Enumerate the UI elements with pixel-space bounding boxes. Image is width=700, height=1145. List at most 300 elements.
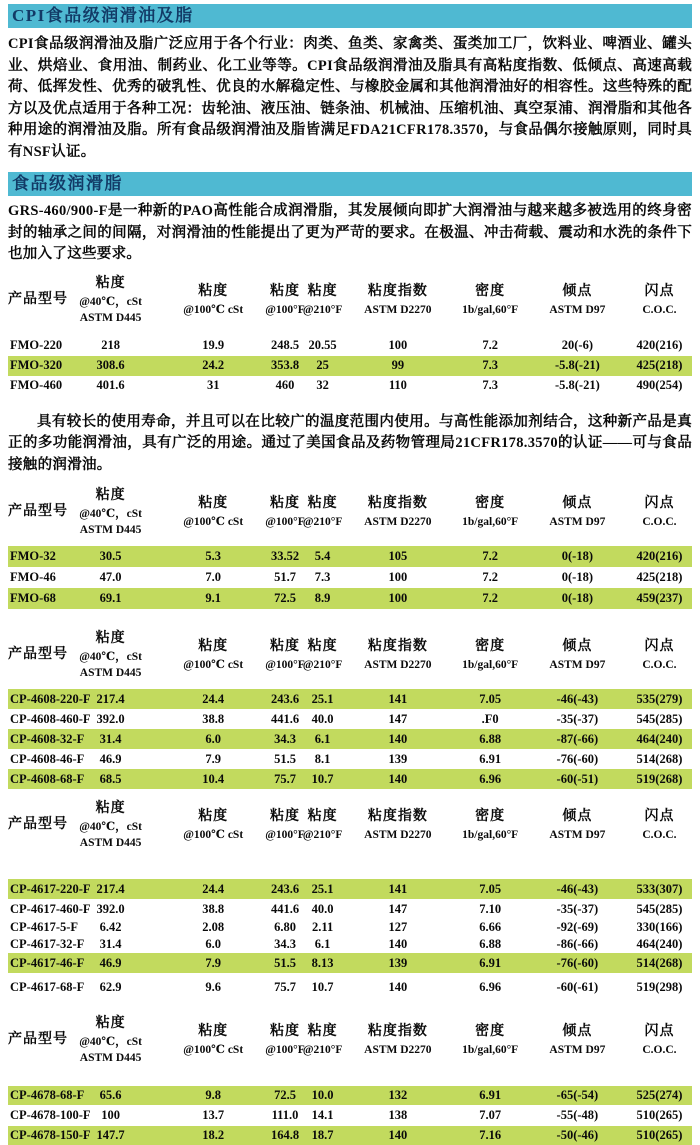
column-header-label: @100°F	[265, 829, 305, 841]
cell-viscosity-40c: 392.0	[96, 711, 125, 726]
cell-viscosity-100c: 9.1	[205, 591, 221, 605]
cell-flash-point: 533(307)	[636, 881, 683, 896]
cell-viscosity-100c: 7.0	[205, 570, 221, 584]
cell-viscosity-40c: 401.6	[96, 378, 125, 392]
column-header-label: ASTM D2270	[364, 659, 432, 671]
column-header-viscosity-100c	[158, 1022, 267, 1058]
column-header-label: ASTM D2270	[364, 1044, 432, 1056]
column-header-label: 产品型号	[8, 504, 68, 519]
column-header-label: 闪点	[644, 283, 675, 299]
column-header-label: 倾点	[562, 1024, 593, 1039]
mid-description-paragraph: 具有较长的使用寿命，并且可以在比较广的温度范围内使用。与高性能添加剂结合，这种新产品是真正的多功能润滑油，具有广泛的用途。通过了美国食品及药物管理局21CFR178.3570的认证——可与食品接触的润滑油。	[8, 413, 692, 473]
column-header-label: @210°F	[302, 829, 343, 841]
cell-flash-point: 545(285)	[636, 901, 683, 916]
column-header-label: 1b/gal,60°F	[462, 1044, 519, 1056]
cell-flash-point: 459(237)	[636, 591, 683, 605]
column-header-viscosity-100f	[265, 807, 305, 843]
cell-viscosity-100c: 31	[206, 378, 220, 392]
cell-product-model: CP-4617-32-F	[10, 937, 85, 951]
column-header-label: C.O.C.	[642, 829, 677, 841]
cell-viscosity-index: 99	[391, 358, 405, 372]
cell-viscosity-100f: 72.5	[274, 591, 296, 605]
cell-product-model: FMO-220	[10, 338, 63, 352]
column-header-label: 粘度	[95, 801, 126, 816]
column-header-label: @210°F	[302, 516, 343, 528]
cell-viscosity-index: 140	[388, 979, 408, 994]
cell-density: 6.88	[479, 937, 502, 951]
column-header-density	[453, 1022, 528, 1058]
column-header-flash-point	[627, 1022, 692, 1058]
column-header-label: @100°F	[265, 1044, 305, 1056]
cell-viscosity-100c: 7.9	[205, 955, 221, 970]
table-header-row	[8, 486, 692, 538]
cell-viscosity-40c: 30.5	[99, 549, 122, 563]
cell-flash-point: 519(298)	[636, 979, 683, 994]
cell-viscosity-100f: 51.5	[274, 751, 296, 766]
cell-product-model: CP-4617-460-F	[10, 901, 91, 916]
cell-viscosity-index: 105	[388, 549, 408, 563]
cell-flash-point: 464(240)	[636, 731, 683, 746]
cell-viscosity-210f: 6.1	[314, 937, 331, 951]
column-header-label: 产品型号	[8, 291, 68, 307]
column-header-label: ASTM D2270	[364, 303, 432, 316]
cell-viscosity-210f: 8.9	[314, 591, 331, 605]
cell-product-model: CP-4608-32-F	[10, 731, 85, 746]
cell-product-model: FMO-68	[10, 591, 56, 605]
table-row	[8, 689, 692, 709]
cell-viscosity-210f: 5.4	[314, 549, 331, 563]
cell-viscosity-40c: 100	[101, 1108, 120, 1122]
cell-viscosity-40c: 62.9	[99, 979, 122, 994]
column-header-label: ASTM D97	[549, 659, 606, 671]
cell-viscosity-index: 100	[388, 591, 408, 605]
cell-density: 7.3	[482, 378, 498, 392]
cell-viscosity-40c: 65.6	[99, 1088, 122, 1102]
column-header-product-model	[8, 502, 68, 522]
table-header-row	[8, 629, 692, 681]
column-header-label: 密度	[475, 496, 506, 511]
section-title-grease: 食品级润滑脂	[8, 172, 692, 196]
cell-viscosity-100f: 248.5	[270, 338, 300, 352]
cell-viscosity-100f: 34.3	[274, 937, 296, 951]
cell-viscosity-40c: 147.7	[96, 1128, 125, 1142]
column-header-label: 粘度	[307, 496, 338, 511]
column-header-viscosity-40c	[63, 629, 159, 681]
column-header-viscosity-index	[343, 637, 452, 673]
cell-viscosity-index: 139	[388, 751, 408, 766]
column-header-flash-point	[627, 282, 692, 318]
cell-flash-point: 490(254)	[636, 378, 683, 392]
column-header-density	[453, 494, 528, 530]
column-header-label: 粘度	[198, 283, 229, 299]
cell-pour-point: -65(-54)	[556, 1088, 599, 1102]
column-header-label: ASTM D97	[549, 516, 606, 528]
cell-product-model: CP-4617-5-F	[10, 920, 79, 934]
cell-flash-point: 510(265)	[636, 1128, 683, 1142]
column-header-label: 闪点	[644, 1024, 675, 1039]
cell-flash-point: 420(216)	[636, 549, 683, 563]
cell-viscosity-40c: 6.42	[99, 920, 122, 934]
table-row	[8, 1086, 692, 1105]
cell-pour-point: -55(-48)	[556, 1108, 599, 1122]
cell-viscosity-210f: 10.7	[311, 979, 334, 994]
column-header-label: @40℃，cSt	[79, 508, 142, 520]
cell-flash-point: 464(240)	[636, 937, 683, 951]
table-cp-4678	[8, 1014, 692, 1145]
cell-viscosity-210f: 40.0	[311, 711, 334, 726]
cell-pour-point: -5.8(-21)	[554, 358, 600, 372]
cell-product-model: CP-4678-68-F	[10, 1088, 85, 1102]
column-header-label: 粘度指数	[367, 496, 428, 511]
column-header-label: 倾点	[562, 639, 593, 654]
cell-viscosity-40c: 46.9	[99, 955, 122, 970]
column-header-viscosity-index	[343, 807, 452, 843]
cell-viscosity-index: 140	[388, 731, 408, 746]
cell-viscosity-100f: 460	[275, 378, 295, 392]
cell-pour-point: -76(-60)	[556, 955, 599, 970]
column-header-label: 粘度	[307, 639, 338, 654]
column-header-pour-point	[528, 494, 627, 530]
cell-viscosity-100f: 353.8	[270, 358, 300, 372]
cell-viscosity-210f: 8.1	[314, 751, 331, 766]
cell-density: 7.2	[482, 591, 498, 605]
column-header-label: 粘度	[270, 496, 300, 511]
cell-pour-point: -76(-60)	[556, 751, 599, 766]
column-header-label: @40℃，cSt	[79, 651, 142, 663]
column-header-label: 倾点	[562, 283, 593, 299]
column-header-label: 粘度	[307, 283, 338, 299]
column-header-viscosity-100f	[265, 494, 305, 530]
cell-viscosity-index: 147	[388, 711, 408, 726]
table-row	[8, 336, 692, 356]
table-row	[8, 879, 692, 899]
column-header-label: @210°F	[302, 303, 343, 316]
table-fmo-32-68	[8, 486, 692, 609]
cell-product-model: CP-4678-100-F	[10, 1108, 91, 1122]
cell-density: 7.10	[479, 901, 502, 916]
cell-pour-point: -5.8(-21)	[554, 378, 600, 392]
column-header-flash-point	[627, 494, 692, 530]
cell-viscosity-index: 138	[388, 1108, 408, 1122]
cell-product-model: CP-4608-68-F	[10, 771, 85, 786]
cell-flash-point: 425(218)	[636, 570, 683, 584]
cell-viscosity-100c: 7.9	[205, 751, 221, 766]
column-header-label: ASTM D97	[549, 303, 606, 316]
cell-flash-point: 420(216)	[636, 338, 683, 352]
column-header-label: @210°F	[302, 1044, 343, 1056]
column-header-label: 粘度	[95, 275, 126, 291]
cell-product-model: CP-4617-68-F	[10, 979, 85, 994]
cell-product-model: CP-4617-220-F	[10, 881, 91, 896]
column-header-viscosity-index	[343, 282, 452, 318]
column-header-label: @100℃ cSt	[183, 303, 244, 316]
table-row	[8, 936, 692, 953]
cell-product-model: FMO-46	[10, 570, 56, 584]
cell-density: .F0	[481, 711, 499, 726]
cell-viscosity-100c: 13.7	[202, 1108, 225, 1122]
cell-viscosity-210f: 8.13	[311, 955, 334, 970]
cell-viscosity-40c: 31.4	[99, 731, 122, 746]
cell-viscosity-index: 139	[388, 955, 408, 970]
cell-density: 7.3	[482, 358, 498, 372]
table-header-row	[8, 1014, 692, 1066]
cell-viscosity-210f: 2.11	[312, 920, 334, 934]
cell-pour-point: -35(-37)	[556, 901, 599, 916]
column-header-label: @100℃ cSt	[183, 659, 244, 671]
cell-viscosity-40c: 31.4	[99, 937, 122, 951]
column-header-label: ASTM D445	[79, 837, 142, 849]
column-header-viscosity-210f	[302, 807, 343, 843]
column-header-label: 粘度	[270, 639, 300, 654]
table-row	[8, 546, 692, 567]
column-header-viscosity-index	[343, 494, 452, 530]
cell-density: 7.05	[479, 691, 502, 706]
cell-viscosity-210f: 10.0	[311, 1088, 334, 1102]
cell-density: 7.07	[479, 1108, 502, 1122]
cell-viscosity-100c: 24.4	[202, 691, 225, 706]
cell-viscosity-index: 100	[388, 570, 408, 584]
cell-pour-point: -60(-61)	[556, 979, 599, 994]
cell-product-model: FMO-460	[10, 378, 63, 392]
column-header-label: 产品型号	[8, 817, 68, 832]
column-header-label: 粘度	[270, 283, 300, 299]
column-header-label: ASTM D445	[79, 667, 142, 679]
cell-flash-point: 519(268)	[636, 771, 683, 786]
column-header-viscosity-100c	[158, 494, 267, 530]
cell-viscosity-100f: 441.6	[270, 901, 300, 916]
column-header-label: 粘度	[307, 809, 338, 824]
column-header-pour-point	[528, 1022, 627, 1058]
table-row	[8, 356, 692, 376]
table-header-row	[8, 799, 692, 851]
column-header-label: @100°F	[265, 516, 305, 528]
cell-viscosity-100c: 18.2	[202, 1128, 225, 1142]
column-header-viscosity-40c	[63, 1014, 159, 1066]
cell-viscosity-100f: 111.0	[271, 1108, 299, 1122]
column-header-viscosity-100f	[265, 282, 305, 318]
cell-viscosity-100c: 19.9	[202, 338, 225, 352]
cell-flash-point: 545(285)	[636, 711, 683, 726]
table-row	[8, 1126, 692, 1145]
column-header-label: ASTM D2270	[364, 829, 432, 841]
column-header-pour-point	[528, 807, 627, 843]
table-row	[8, 976, 692, 998]
cell-pour-point: -46(-43)	[556, 881, 599, 896]
column-header-label: @40℃，cSt	[79, 821, 142, 833]
column-header-label: @40℃，cSt	[79, 1036, 142, 1048]
cell-viscosity-index: 140	[388, 937, 408, 951]
cell-pour-point: 0(-18)	[561, 570, 593, 584]
cell-viscosity-100f: 34.3	[274, 731, 296, 746]
column-header-label: @100℃ cSt	[183, 516, 244, 528]
column-header-product-model	[8, 645, 68, 665]
cell-viscosity-210f: 40.0	[311, 901, 334, 916]
column-header-label: 1b/gal,60°F	[462, 516, 519, 528]
cell-viscosity-210f: 25	[316, 358, 329, 372]
cell-viscosity-100c: 2.08	[202, 920, 225, 934]
cell-viscosity-100f: 51.7	[274, 570, 296, 584]
cell-product-model: CP-4678-150-F	[10, 1128, 91, 1142]
cell-pour-point: -50(-46)	[556, 1128, 599, 1142]
cell-density: 7.2	[482, 570, 498, 584]
cell-pour-point: 0(-18)	[561, 591, 593, 605]
cell-viscosity-index: 147	[388, 901, 408, 916]
table-fmo-220-460	[8, 274, 692, 396]
cell-viscosity-210f: 18.7	[311, 1128, 334, 1142]
cell-viscosity-210f: 7.3	[314, 570, 331, 584]
cell-density: 7.2	[482, 338, 498, 352]
cell-pour-point: -35(-37)	[556, 711, 599, 726]
column-header-label: @100℃ cSt	[183, 1044, 244, 1056]
column-header-label: 闪点	[644, 496, 675, 511]
cell-viscosity-40c: 47.0	[99, 570, 122, 584]
cell-pour-point: -46(-43)	[556, 691, 599, 706]
section-title-oil: CPI食品级润滑油及脂	[8, 4, 692, 28]
cell-viscosity-100c: 6.0	[205, 731, 221, 746]
column-header-label: 1b/gal,60°F	[462, 659, 519, 671]
cell-viscosity-210f: 20.55	[308, 338, 337, 352]
cell-product-model: CP-4608-220-F	[10, 691, 91, 706]
column-header-density	[453, 282, 528, 318]
cell-viscosity-40c: 217.4	[96, 691, 125, 706]
cell-flash-point: 510(265)	[636, 1108, 683, 1122]
cell-pour-point: -87(-66)	[556, 731, 599, 746]
table-row	[8, 899, 692, 919]
column-header-viscosity-40c	[63, 274, 159, 326]
column-header-viscosity-100f	[265, 637, 305, 673]
cell-viscosity-index: 100	[388, 338, 408, 352]
cell-viscosity-210f: 14.1	[311, 1108, 334, 1122]
column-header-viscosity-210f	[302, 637, 343, 673]
cell-viscosity-index: 140	[388, 1128, 408, 1142]
cell-viscosity-210f: 25.1	[311, 881, 334, 896]
table-header-row	[8, 274, 692, 326]
cell-viscosity-40c: 46.9	[99, 751, 122, 766]
cell-viscosity-100c: 9.6	[205, 979, 221, 994]
cell-viscosity-index: 127	[388, 920, 408, 934]
column-header-viscosity-210f	[302, 282, 343, 318]
column-header-product-model	[8, 290, 68, 310]
cell-density: 6.66	[479, 920, 502, 934]
cell-product-model: FMO-32	[10, 549, 56, 563]
cell-viscosity-100f: 33.52	[270, 549, 300, 563]
table-row	[8, 709, 692, 729]
cell-viscosity-40c: 217.4	[96, 881, 125, 896]
column-header-label: 倾点	[562, 809, 593, 824]
column-header-viscosity-210f	[302, 494, 343, 530]
column-header-label: 闪点	[644, 639, 675, 654]
cell-pour-point: -86(-66)	[556, 937, 599, 951]
table-row	[8, 919, 692, 936]
cell-product-model: CP-4608-460-F	[10, 711, 91, 726]
column-header-viscosity-100c	[158, 807, 267, 843]
column-header-label: 1b/gal,60°F	[462, 829, 519, 841]
cell-viscosity-100c: 24.2	[202, 358, 225, 372]
column-header-label: 密度	[475, 1024, 506, 1039]
column-header-label: 粘度	[95, 488, 126, 503]
cell-density: 6.96	[479, 979, 502, 994]
table-cp-4617	[8, 799, 692, 998]
cell-pour-point: -92(-69)	[556, 920, 599, 934]
cell-viscosity-index: 132	[388, 1088, 408, 1102]
column-header-label: C.O.C.	[642, 1044, 677, 1056]
cell-viscosity-100c: 38.8	[202, 711, 225, 726]
column-header-label: ASTM D97	[549, 1044, 606, 1056]
cell-product-model: CP-4608-46-F	[10, 751, 85, 766]
column-header-label: 密度	[475, 809, 506, 824]
cell-density: 7.05	[479, 881, 502, 896]
cell-flash-point: 525(274)	[636, 1088, 683, 1102]
column-header-label: C.O.C.	[642, 659, 677, 671]
cell-viscosity-100f: 243.6	[270, 691, 300, 706]
cell-viscosity-100c: 24.4	[202, 881, 225, 896]
cell-viscosity-100c: 6.0	[205, 937, 221, 951]
column-header-label: 产品型号	[8, 647, 68, 662]
column-header-label: @100°F	[265, 303, 305, 316]
column-header-viscosity-210f	[302, 1022, 343, 1058]
cell-viscosity-100f: 164.8	[270, 1128, 300, 1142]
cell-density: 6.91	[479, 751, 502, 766]
column-header-density	[453, 637, 528, 673]
column-header-label: ASTM D445	[79, 524, 142, 536]
cell-viscosity-100c: 5.3	[205, 549, 221, 563]
cell-viscosity-100c: 9.8	[205, 1088, 221, 1102]
cell-flash-point: 330(166)	[636, 920, 683, 934]
column-header-label: @210°F	[302, 659, 343, 671]
cell-viscosity-40c: 308.6	[96, 358, 125, 372]
column-header-product-model	[8, 1030, 68, 1050]
column-header-label: 密度	[475, 639, 506, 654]
column-header-label: 粘度	[198, 809, 229, 824]
table-row	[8, 1106, 692, 1125]
column-header-viscosity-40c	[63, 486, 159, 538]
cell-pour-point: -60(-51)	[556, 771, 599, 786]
column-header-label: 粘度指数	[367, 1024, 428, 1039]
column-header-viscosity-index	[343, 1022, 452, 1058]
table-row	[8, 749, 692, 769]
column-header-label: 粘度指数	[367, 283, 428, 299]
column-header-label: 粘度	[198, 1024, 229, 1039]
cell-flash-point: 535(279)	[636, 691, 683, 706]
column-header-label: C.O.C.	[642, 303, 677, 316]
cell-flash-point: 514(268)	[636, 955, 683, 970]
table-row	[8, 567, 692, 588]
cell-viscosity-100c: 38.8	[202, 901, 225, 916]
cell-pour-point: 0(-18)	[561, 549, 593, 563]
cell-pour-point: 20(-6)	[561, 338, 593, 352]
table-row	[8, 588, 692, 609]
cell-viscosity-100f: 75.7	[274, 771, 296, 786]
grease-description-paragraph: GRS-460/900-F是一种新的PAO高性能合成润滑脂，其发展倾向即扩大润滑油与越来越多被选用的终身密封的轴承之间的间隔，对润滑油的性能提出了更为严苛的要求。在极温、冲击荷载、震动和水洗的条件下也加入了这些要求。	[8, 203, 692, 262]
table-row	[8, 376, 692, 396]
cell-density: 7.16	[479, 1128, 502, 1142]
cell-flash-point: 425(218)	[636, 358, 683, 372]
cell-viscosity-100c: 10.4	[202, 771, 225, 786]
cell-viscosity-40c: 68.5	[99, 771, 122, 786]
table-row	[8, 953, 692, 973]
oil-description-paragraph: CPI食品级润滑油及脂广泛应用于各个行业：肉类、鱼类、家禽类、蛋类加工厂，饮料业、啤酒业、罐头业、烘焙业、食用油、制药业、化工业等等。CPI食品级润滑油及脂具有高粘度指数、低倾点、高速高载荷、低挥发性、优秀的破乳性、优良的水解稳定性、与橡胶金属和其他润滑油好的相容性。这些特殊的配方以及优点适用于各种工况：齿轮油、液压油、链条油、机械油、压缩机油、真空泵浦、润滑脂和其他各种用途的润滑油及脂。所有食品级润滑油及脂皆满足FDA21CFR178.3570，与食品偶尔接触原则，同时具有NSF认证。	[8, 36, 692, 160]
cell-viscosity-index: 140	[388, 771, 408, 786]
column-header-label: ASTM D2270	[364, 516, 432, 528]
table-row	[8, 729, 692, 749]
column-header-pour-point	[528, 637, 627, 673]
column-header-label: 粘度	[307, 1024, 338, 1039]
cell-viscosity-40c: 69.1	[99, 591, 122, 605]
cell-density: 7.2	[482, 549, 498, 563]
column-header-pour-point	[528, 282, 627, 318]
column-header-viscosity-100c	[158, 637, 267, 673]
column-header-label: @100°F	[265, 659, 305, 671]
